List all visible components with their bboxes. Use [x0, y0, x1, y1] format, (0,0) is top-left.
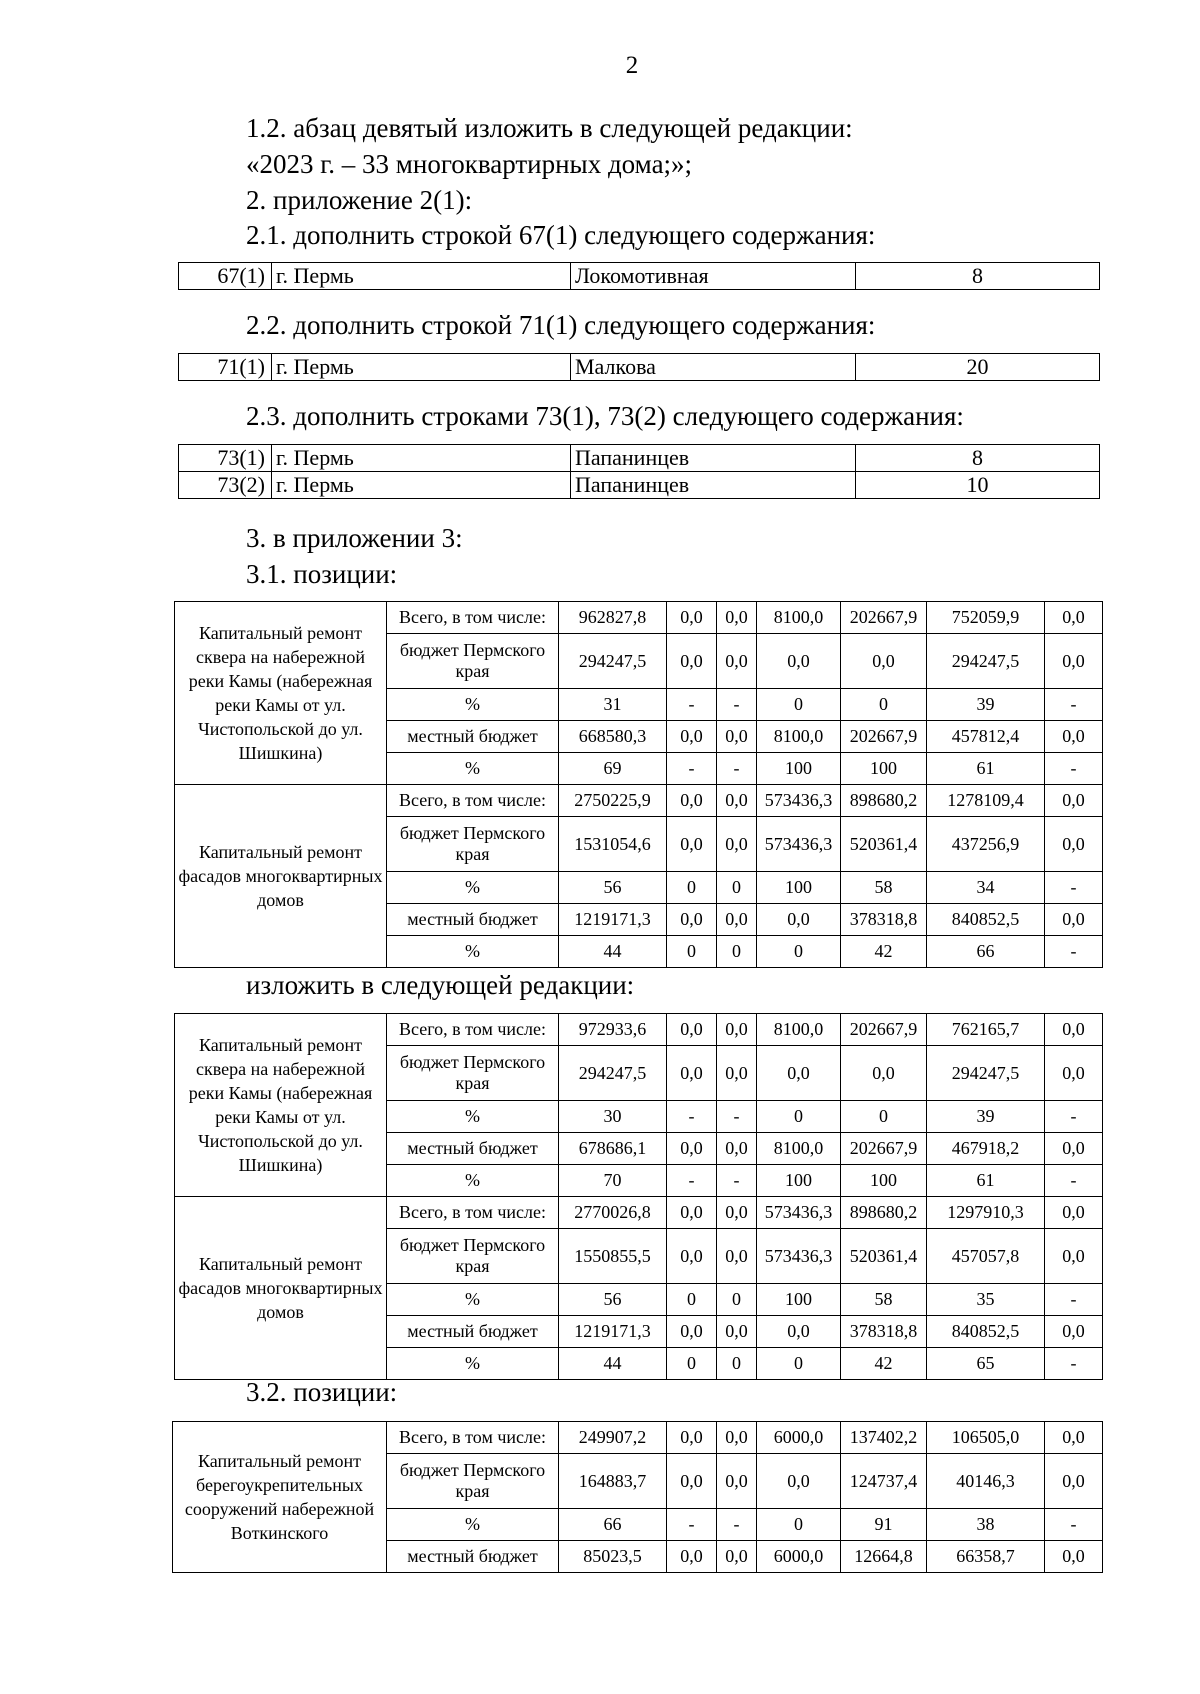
- row-label-cell: бюджет Пермского края: [387, 817, 559, 872]
- value-cell: 0,0: [1045, 1316, 1103, 1348]
- value-cell: 44: [559, 936, 667, 968]
- value-cell: 100: [841, 753, 927, 785]
- value-cell: 0,0: [717, 1422, 757, 1454]
- row-number: 71(1): [179, 354, 272, 381]
- value-cell: 0,0: [667, 1422, 717, 1454]
- value-cell: -: [667, 753, 717, 785]
- value-cell: 0,0: [1045, 1046, 1103, 1101]
- value-cell: 0,0: [1045, 1454, 1103, 1509]
- paragraph-2: 2. приложение 2(1):: [246, 185, 473, 215]
- value-cell: -: [1045, 936, 1103, 968]
- value-cell: 69: [559, 753, 667, 785]
- value-cell: -: [1045, 689, 1103, 721]
- row-label-cell: Всего, в том числе:: [387, 1197, 559, 1229]
- value-cell: 0,0: [717, 721, 757, 753]
- value-cell: 0: [667, 936, 717, 968]
- finance-rows: [175, 602, 1103, 968]
- value-cell: 40146,3: [927, 1454, 1045, 1509]
- value-cell: 0,0: [717, 602, 757, 634]
- value-cell: 668580,3: [559, 721, 667, 753]
- value-cell: 39: [927, 1101, 1045, 1133]
- row-label-cell: %: [387, 1101, 559, 1133]
- value-cell: 58: [841, 872, 927, 904]
- table-row: [175, 785, 1103, 817]
- row-label-cell: %: [387, 1284, 559, 1316]
- value-cell: 100: [757, 1165, 841, 1197]
- value-cell: 378318,8: [841, 904, 927, 936]
- value-cell: 56: [559, 1284, 667, 1316]
- value-cell: -: [717, 1165, 757, 1197]
- paragraph-new-edition: изложить в следующей редакции:: [246, 970, 635, 1000]
- value-cell: 0,0: [757, 1046, 841, 1101]
- value-cell: 164883,7: [559, 1454, 667, 1509]
- value-cell: 0: [757, 689, 841, 721]
- value-cell: 457057,8: [927, 1229, 1045, 1284]
- value-cell: 202667,9: [841, 721, 927, 753]
- row-number: 73(2): [179, 472, 272, 499]
- value-cell: 0,0: [1045, 1422, 1103, 1454]
- paragraph-1-2: 1.2. абзац девятый изложить в следующей редакции:: [246, 113, 853, 143]
- value-cell: 294247,5: [927, 634, 1045, 689]
- value-cell: 100: [757, 872, 841, 904]
- value-cell: 0,0: [841, 1046, 927, 1101]
- finance-table-new: [174, 1013, 1103, 1380]
- value-cell: 39: [927, 689, 1045, 721]
- value-cell: 0: [667, 1284, 717, 1316]
- value-cell: 31: [559, 689, 667, 721]
- value-cell: 0,0: [667, 1014, 717, 1046]
- paragraph-2-3: 2.3. дополнить строками 73(1), 73(2) следующего содержания:: [246, 401, 964, 431]
- value-cell: 573436,3: [757, 817, 841, 872]
- row-label-cell: %: [387, 1348, 559, 1380]
- value-cell: 0: [667, 872, 717, 904]
- value-cell: 0,0: [667, 721, 717, 753]
- value-cell: 0,0: [1045, 785, 1103, 817]
- table-row: [179, 445, 1100, 472]
- value-cell: 6000,0: [757, 1541, 841, 1573]
- value-cell: 61: [927, 1165, 1045, 1197]
- value-cell: 0,0: [1045, 1541, 1103, 1573]
- value-cell: 467918,2: [927, 1133, 1045, 1165]
- value-cell: 0,0: [667, 904, 717, 936]
- value-cell: 106505,0: [927, 1422, 1045, 1454]
- value-cell: 34: [927, 872, 1045, 904]
- value-cell: 0,0: [667, 1133, 717, 1165]
- value-cell: 0,0: [667, 1229, 717, 1284]
- paragraph-quote-2023: «2023 г. – 33 многоквартирных дома;»;: [246, 149, 693, 179]
- value-cell: 840852,5: [927, 1316, 1045, 1348]
- paragraph-3: 3. в приложении 3:: [246, 523, 463, 553]
- object-name-cell: Капитальный ремонт фасадов многоквартирных домов: [175, 785, 387, 968]
- value-cell: 91: [841, 1509, 927, 1541]
- value-cell: 66: [559, 1509, 667, 1541]
- house-cell: 8: [856, 263, 1100, 290]
- table-row: [179, 263, 1100, 290]
- value-cell: 66: [927, 936, 1045, 968]
- city-cell: г. Пермь: [272, 472, 571, 499]
- row-label-cell: Всего, в том числе:: [387, 785, 559, 817]
- object-name-cell: Капитальный ремонт фасадов многоквартирных домов: [175, 1197, 387, 1380]
- city-cell: г. Пермь: [272, 263, 571, 290]
- city-cell: г. Пермь: [272, 354, 571, 381]
- paragraph-2-2: 2.2. дополнить строкой 71(1) следующего содержания:: [246, 310, 876, 340]
- value-cell: 8100,0: [757, 1133, 841, 1165]
- row-label-cell: Всего, в том числе:: [387, 1422, 559, 1454]
- value-cell: 0,0: [667, 634, 717, 689]
- value-cell: 0,0: [717, 1454, 757, 1509]
- value-cell: 520361,4: [841, 1229, 927, 1284]
- value-cell: 6000,0: [757, 1422, 841, 1454]
- value-cell: 0,0: [1045, 1229, 1103, 1284]
- value-cell: 0,0: [757, 904, 841, 936]
- value-cell: 0,0: [717, 634, 757, 689]
- value-cell: 762165,7: [927, 1014, 1045, 1046]
- finance-table-old: [174, 601, 1103, 968]
- value-cell: 0: [757, 936, 841, 968]
- row-label-cell: бюджет Пермского края: [387, 1229, 559, 1284]
- table-row: [179, 354, 1100, 381]
- value-cell: -: [1045, 872, 1103, 904]
- value-cell: 1278109,4: [927, 785, 1045, 817]
- value-cell: 294247,5: [927, 1046, 1045, 1101]
- value-cell: 202667,9: [841, 1014, 927, 1046]
- value-cell: 42: [841, 1348, 927, 1380]
- value-cell: 100: [757, 1284, 841, 1316]
- value-cell: 0,0: [757, 634, 841, 689]
- value-cell: 898680,2: [841, 785, 927, 817]
- table-row: [173, 1422, 1103, 1454]
- value-cell: 0: [717, 872, 757, 904]
- finance-rows: [175, 1014, 1103, 1380]
- value-cell: 0,0: [1045, 1197, 1103, 1229]
- value-cell: 202667,9: [841, 1133, 927, 1165]
- value-cell: 0,0: [667, 1454, 717, 1509]
- address-rows: [179, 354, 1100, 381]
- value-cell: 0,0: [667, 1541, 717, 1573]
- value-cell: 0,0: [1045, 817, 1103, 872]
- object-name-cell: Капитальный ремонт сквера на набережной реки Камы (набережная реки Камы от ул. Чистопольской до ул. Шишкина): [175, 602, 387, 785]
- row-label-cell: бюджет Пермского края: [387, 1454, 559, 1509]
- address-table-71-1: [178, 353, 1100, 381]
- value-cell: 573436,3: [757, 1229, 841, 1284]
- value-cell: 0: [667, 1348, 717, 1380]
- value-cell: -: [717, 1101, 757, 1133]
- row-label-cell: %: [387, 936, 559, 968]
- address-table-73: [178, 444, 1100, 499]
- value-cell: -: [667, 1165, 717, 1197]
- value-cell: 56: [559, 872, 667, 904]
- value-cell: 0: [841, 689, 927, 721]
- value-cell: 0: [841, 1101, 927, 1133]
- value-cell: 0,0: [717, 1014, 757, 1046]
- value-cell: 0: [757, 1348, 841, 1380]
- house-cell: 8: [856, 445, 1100, 472]
- value-cell: 0,0: [1045, 904, 1103, 936]
- value-cell: 0,0: [717, 1316, 757, 1348]
- value-cell: 58: [841, 1284, 927, 1316]
- row-label-cell: местный бюджет: [387, 1133, 559, 1165]
- paragraph-3-1: 3.1. позиции:: [246, 559, 398, 589]
- value-cell: 0,0: [667, 602, 717, 634]
- value-cell: 8100,0: [757, 721, 841, 753]
- value-cell: -: [1045, 1165, 1103, 1197]
- value-cell: 0,0: [717, 1541, 757, 1573]
- value-cell: 0: [757, 1509, 841, 1541]
- value-cell: 294247,5: [559, 634, 667, 689]
- row-label-cell: местный бюджет: [387, 1316, 559, 1348]
- value-cell: 840852,5: [927, 904, 1045, 936]
- row-label-cell: бюджет Пермского края: [387, 1046, 559, 1101]
- city-cell: г. Пермь: [272, 445, 571, 472]
- value-cell: 0,0: [717, 1133, 757, 1165]
- value-cell: -: [1045, 1509, 1103, 1541]
- paragraph-3-2: 3.2. позиции:: [246, 1377, 398, 1407]
- value-cell: 85023,5: [559, 1541, 667, 1573]
- table-row: [175, 1014, 1103, 1046]
- row-label-cell: %: [387, 689, 559, 721]
- value-cell: -: [1045, 1101, 1103, 1133]
- table-row: [175, 1197, 1103, 1229]
- value-cell: 898680,2: [841, 1197, 927, 1229]
- row-label-cell: местный бюджет: [387, 1541, 559, 1573]
- value-cell: 38: [927, 1509, 1045, 1541]
- value-cell: 1297910,3: [927, 1197, 1045, 1229]
- house-cell: 10: [856, 472, 1100, 499]
- row-number: 67(1): [179, 263, 272, 290]
- value-cell: 100: [757, 753, 841, 785]
- value-cell: 378318,8: [841, 1316, 927, 1348]
- value-cell: 0,0: [717, 785, 757, 817]
- table-row: [175, 602, 1103, 634]
- row-label-cell: %: [387, 1165, 559, 1197]
- value-cell: 0,0: [667, 1197, 717, 1229]
- address-table-67-1: [178, 262, 1100, 290]
- value-cell: 0: [757, 1101, 841, 1133]
- value-cell: 0,0: [717, 1046, 757, 1101]
- value-cell: 0,0: [1045, 1014, 1103, 1046]
- value-cell: 35: [927, 1284, 1045, 1316]
- value-cell: 30: [559, 1101, 667, 1133]
- value-cell: 202667,9: [841, 602, 927, 634]
- value-cell: 0,0: [757, 1454, 841, 1509]
- row-label-cell: бюджет Пермского края: [387, 634, 559, 689]
- value-cell: 100: [841, 1165, 927, 1197]
- value-cell: -: [1045, 1284, 1103, 1316]
- address-rows: [179, 263, 1100, 290]
- value-cell: 12664,8: [841, 1541, 927, 1573]
- value-cell: 65: [927, 1348, 1045, 1380]
- table-row: [179, 472, 1100, 499]
- row-label-cell: местный бюджет: [387, 721, 559, 753]
- value-cell: 137402,2: [841, 1422, 927, 1454]
- row-label-cell: местный бюджет: [387, 904, 559, 936]
- value-cell: 0: [717, 936, 757, 968]
- row-number: 73(1): [179, 445, 272, 472]
- value-cell: 573436,3: [757, 1197, 841, 1229]
- value-cell: 249907,2: [559, 1422, 667, 1454]
- finance-table-3-2: [172, 1421, 1103, 1573]
- value-cell: 8100,0: [757, 602, 841, 634]
- value-cell: 1219171,3: [559, 1316, 667, 1348]
- row-label-cell: %: [387, 872, 559, 904]
- value-cell: 0,0: [841, 634, 927, 689]
- house-cell: 20: [856, 354, 1100, 381]
- object-name-cell: Капитальный ремонт берегоукрепительных сооружений набережной Воткинского: [173, 1422, 387, 1573]
- value-cell: 752059,9: [927, 602, 1045, 634]
- object-name-cell: Капитальный ремонт сквера на набережной реки Камы (набережная реки Камы от ул. Чистопольской до ул. Шишкина): [175, 1014, 387, 1197]
- value-cell: -: [1045, 753, 1103, 785]
- value-cell: 1219171,3: [559, 904, 667, 936]
- value-cell: 972933,6: [559, 1014, 667, 1046]
- value-cell: 0: [717, 1348, 757, 1380]
- street-cell: Папанинцев: [571, 472, 856, 499]
- value-cell: 573436,3: [757, 785, 841, 817]
- value-cell: 124737,4: [841, 1454, 927, 1509]
- value-cell: 294247,5: [559, 1046, 667, 1101]
- value-cell: -: [1045, 1348, 1103, 1380]
- page-number: 2: [625, 52, 639, 79]
- value-cell: 1550855,5: [559, 1229, 667, 1284]
- row-label-cell: %: [387, 1509, 559, 1541]
- value-cell: 0,0: [1045, 1133, 1103, 1165]
- value-cell: 1531054,6: [559, 817, 667, 872]
- value-cell: 66358,7: [927, 1541, 1045, 1573]
- value-cell: 44: [559, 1348, 667, 1380]
- value-cell: 0,0: [717, 904, 757, 936]
- value-cell: 0,0: [667, 817, 717, 872]
- value-cell: 0: [717, 1284, 757, 1316]
- value-cell: 457812,4: [927, 721, 1045, 753]
- value-cell: 2750225,9: [559, 785, 667, 817]
- value-cell: -: [717, 753, 757, 785]
- value-cell: 0,0: [717, 1197, 757, 1229]
- row-label-cell: %: [387, 753, 559, 785]
- street-cell: Папанинцев: [571, 445, 856, 472]
- value-cell: 0,0: [1045, 721, 1103, 753]
- value-cell: 0,0: [757, 1316, 841, 1348]
- address-rows: [179, 445, 1100, 499]
- value-cell: 8100,0: [757, 1014, 841, 1046]
- value-cell: -: [717, 1509, 757, 1541]
- value-cell: 0,0: [1045, 634, 1103, 689]
- value-cell: 520361,4: [841, 817, 927, 872]
- value-cell: 0,0: [717, 817, 757, 872]
- value-cell: 2770026,8: [559, 1197, 667, 1229]
- value-cell: 0,0: [717, 1229, 757, 1284]
- value-cell: 0,0: [667, 1046, 717, 1101]
- value-cell: -: [667, 1101, 717, 1133]
- row-label-cell: Всего, в том числе:: [387, 1014, 559, 1046]
- finance-rows: [173, 1422, 1103, 1573]
- value-cell: 0,0: [1045, 602, 1103, 634]
- value-cell: -: [667, 689, 717, 721]
- value-cell: 437256,9: [927, 817, 1045, 872]
- value-cell: -: [667, 1509, 717, 1541]
- value-cell: 962827,8: [559, 602, 667, 634]
- value-cell: 61: [927, 753, 1045, 785]
- value-cell: 70: [559, 1165, 667, 1197]
- street-cell: Локомотивная: [571, 263, 856, 290]
- value-cell: 42: [841, 936, 927, 968]
- value-cell: 0,0: [667, 1316, 717, 1348]
- value-cell: -: [717, 689, 757, 721]
- paragraph-2-1: 2.1. дополнить строкой 67(1) следующего содержания:: [246, 220, 876, 250]
- value-cell: 0,0: [667, 785, 717, 817]
- row-label-cell: Всего, в том числе:: [387, 602, 559, 634]
- street-cell: Малкова: [571, 354, 856, 381]
- value-cell: 678686,1: [559, 1133, 667, 1165]
